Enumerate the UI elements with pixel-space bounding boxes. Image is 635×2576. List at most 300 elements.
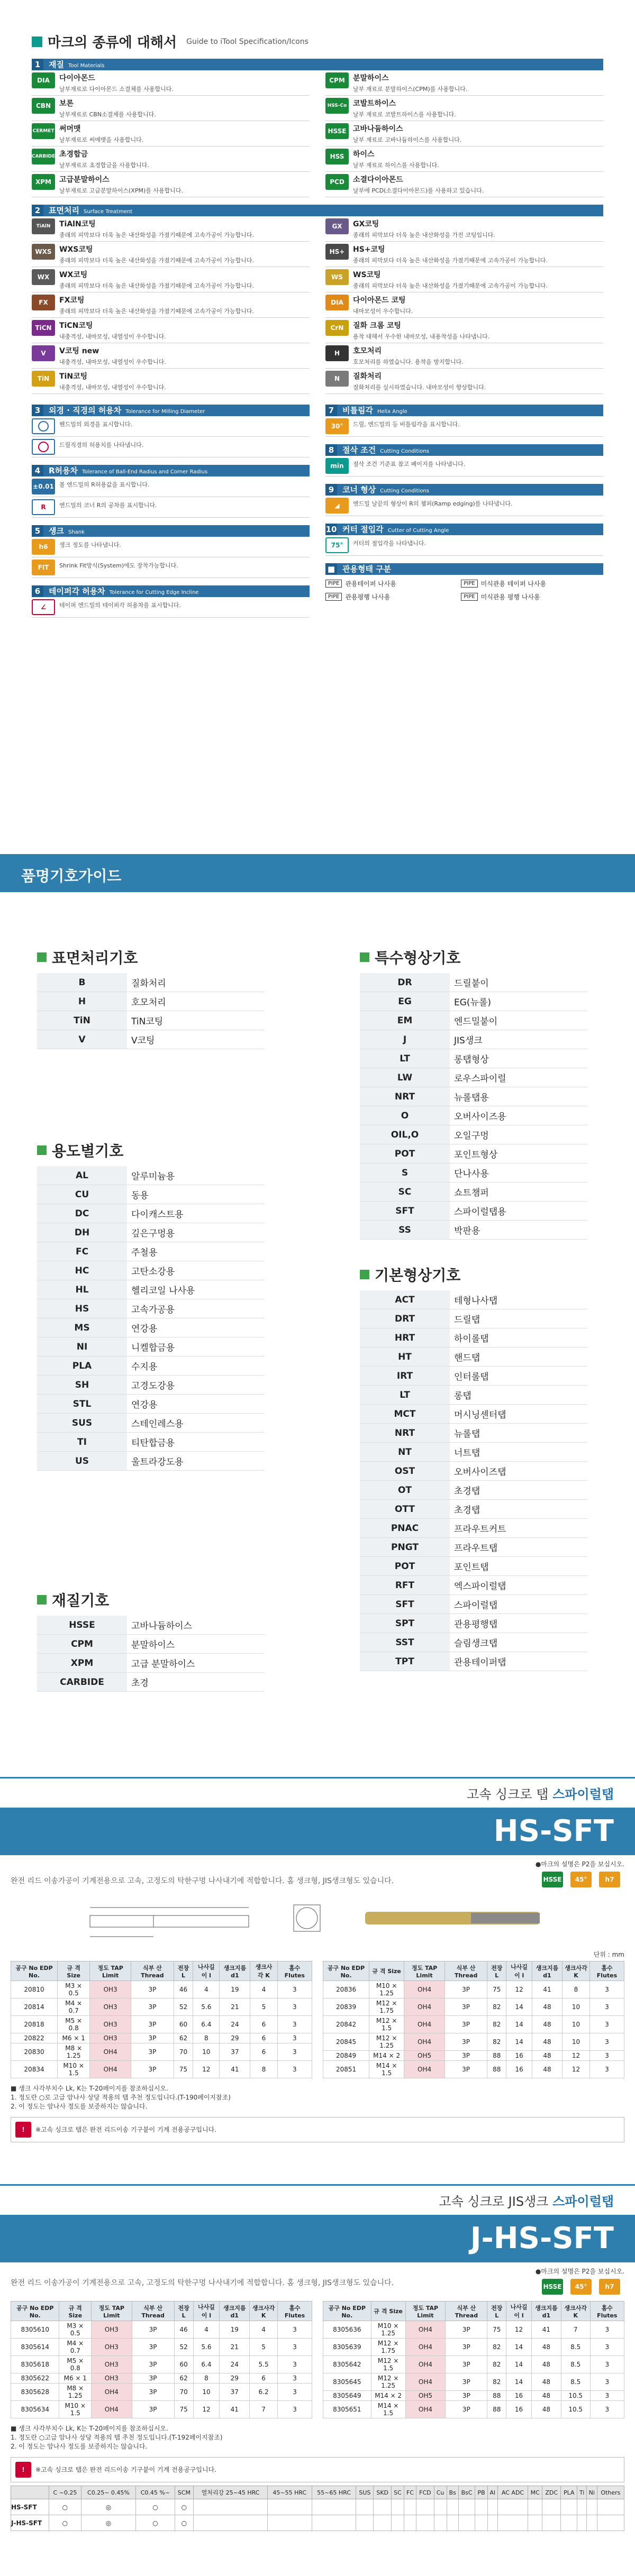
table-cell: 82 [487,2033,506,2051]
matrix-row-name: HS-SFT [11,2499,49,2515]
mark-desc: 날부재료로 다이아몬드 소결체를 사용합니다. [59,86,174,93]
matrix-cell [434,2515,447,2531]
matrix-cell [374,2499,392,2515]
footnote: 1. 정도란 ○로 고급 암나사 상당 적용의 탭 추천 정도입니다.(T-190페이지참조) [11,2094,231,2101]
column-header: 홈수 Flutes [278,2302,312,2321]
code-row [360,1030,587,1049]
matrix-column-header: Al [487,2486,497,2499]
table-cell: M12 × 1.5 [371,2356,405,2373]
matrix-cell [447,2499,458,2515]
table-cell: 6.4 [193,2016,220,2033]
table-cell: 20822 [11,2033,58,2043]
matrix-cell [487,2515,497,2531]
table-cell: 3 [277,1981,312,1999]
shrink-fit-icon: FIT [32,560,55,575]
table-cell: 3P [444,2033,487,2051]
code-desc: 고급 분말하이스 [127,1654,265,1673]
table-cell: 3 [277,2033,312,2043]
code-desc: 수지용 [127,1356,265,1376]
matrix-column-header: C0.45 %~ [136,2486,175,2499]
mark-desc: 날부재료로 써메맷을 사용합니다. [59,136,144,143]
fx-badge-icon: FX [32,295,55,310]
column-header: 섕크지름 d1 [532,1961,562,1981]
table-cell: 6.4 [193,2356,220,2373]
table-cell: M14 × 2 [369,2051,404,2061]
table-cell: 3 [590,2401,624,2418]
hss-co-badge-icon: HSS-Co [325,98,349,114]
mark-desc: 날부 재료로 고바나듐하이스를 사용합니다. [353,136,462,143]
footnote: 1. 정도란 ○고급 암나사 상당 적용의 탭 추천 정도입니다.(T-192페이지참조) [11,2434,223,2441]
table-cell: 48 [532,2061,562,2078]
mark-row [325,318,603,343]
matrix-cell [528,2515,542,2531]
code: SC [360,1182,450,1202]
matrix-cell [561,2499,577,2515]
mark-row [32,292,310,318]
matrix-cell [194,2499,268,2515]
table-cell: 48 [531,2391,561,2401]
taper-icon: ∠ [32,599,55,615]
tap-end-view-drawing [286,1897,328,1939]
column-header: 규 격 Size [371,2302,405,2321]
usage-codes: 용도별기호 AL 알루미늄용 CU 동용 DC 다이캐스트용 DH 깊은구멍용 FC 주철용 HC 고탄소강용 HL 헬리코일 나사용 HS 고속가공용 MS 연강용 NI 니켈합금용 PLA 수지용 SH 고경도강용 STL 연강용 SUS 스테인레스용 TI 티탄합금용 US 울트라강도용 [37,1140,291,1471]
mark-row [325,343,603,369]
matrix-cell [267,2499,312,2515]
code: HL [37,1280,127,1299]
table-cell: 7 [250,2401,278,2418]
code-row [37,1299,265,1318]
ticn-badge-icon: TiCN [32,320,55,336]
table-cell: OH4 [405,2373,446,2391]
matrix-cell: ○ [175,2515,194,2531]
code-row [360,1519,587,1538]
table-row [323,2051,624,2061]
code-desc: 깊은구멍용 [127,1223,265,1242]
matrix-cell [475,2515,487,2531]
matrix-cell [194,2515,268,2531]
mark-row: 드릴직경의 허용치를 나타냅니다. [32,437,310,457]
mark-row [32,343,310,369]
mark-desc: 종래의 피막보다 더욱 높은 내산화성을 가진 코팅입니다. [353,232,495,239]
code-desc: 연강용 [127,1318,265,1337]
table-cell: 19 [220,1981,250,1999]
code-row [360,1011,587,1030]
surface-treatment-codes: 표면처리기호 B 질화처리 H 호모처리 TiN TiN코팅 V V코팅 [37,947,291,1049]
code: US [37,1452,127,1471]
tap-dimension-drawing [85,1897,254,1945]
code-desc: 고탄소강용 [127,1261,265,1280]
table-cell: 46 [174,1981,193,1999]
category-header: 7 비틀림각 Helix Angle [325,405,603,416]
mark-name: TiAlN코팅 [59,220,96,228]
matrix-cell [597,2515,624,2531]
table-cell: 3P [131,2061,174,2078]
table-cell: 12 [193,2401,220,2418]
code-row [37,1318,265,1337]
code: O [360,1106,450,1125]
table-cell: M12 × 1.75 [369,1999,404,2016]
table-cell: 3P [132,2384,174,2401]
code-desc: 알루미늄용 [127,1166,265,1185]
table-cell: OH3 [92,2373,132,2384]
mark-row [32,216,310,242]
footnote: 2. 이 정도는 암나사 정도를 보증하지는 않습니다. [11,2443,148,2450]
matrix-cell [597,2499,624,2515]
mark-name: 써머맷 [59,125,81,133]
mark-desc: 내충격성, 내마모성, 내열성이 우수합니다. [59,359,166,365]
mark-name: 다이아몬드 코팅 [353,296,406,305]
column-header: 나사길이 l [193,1961,220,1981]
matrix-cell [434,2499,447,2515]
column-header: 나사길이 l [506,1961,532,1981]
code-row [37,1673,265,1692]
pipe-type-row: PIPE 관용테이퍼 나사용 [325,579,450,588]
table-cell: 82 [487,2356,506,2373]
mark-desc: 질화처리를 실시하였습니다. 내마모성이 향상합니다. [353,384,486,391]
matrix-column-header: Bs [447,2486,458,2499]
code-desc: 롱탭형상 [450,1049,587,1068]
matrix-cell [267,2515,312,2531]
table-cell: 48 [532,1999,562,2016]
matrix-column-header: ZDC [542,2486,561,2499]
code-row [360,992,587,1011]
table-row [11,2033,312,2043]
mark-row [32,242,310,267]
code-row [360,1144,587,1163]
code-row [360,1652,587,1671]
matrix-cell: ○ [136,2515,175,2531]
table-cell: 20830 [11,2043,58,2061]
matrix-cell [475,2499,487,2515]
category-header: 3 외경 · 직경의 허용차 Tolerance for Milling Diameter [32,405,310,416]
table-cell: 3P [446,2391,487,2401]
table-cell: 3 [277,2043,312,2061]
table-cell: 8305649 [323,2391,371,2401]
table-cell: 10 [562,1999,589,2016]
code-desc: 고속가공용 [127,1299,265,1318]
table-cell: OH5 [405,2391,446,2401]
code-desc: 슬림생크탭 [450,1633,587,1652]
table-cell: 3 [277,2061,312,2078]
mark-name: 고급분말하이스 [59,176,110,184]
table-cell: OH4 [90,2061,131,2078]
code-row [360,1538,587,1557]
table-cell: 14 [506,2033,532,2051]
mark-row: ±0.01 볼 엔드밀의 R허용값을 표시합니다. [32,476,310,497]
code-desc: 드릴탭 [450,1309,587,1328]
helix-45-icon: 45° [570,1872,592,1887]
code-desc: 고바나듐하이스 [127,1616,265,1635]
code-desc: TiN코팅 [127,1011,265,1030]
table-cell: OH4 [404,1981,445,1999]
code-desc: 포인트탭 [450,1557,587,1576]
matrix-column-header: C0.25~ 0.45% [81,2486,135,2499]
table-cell: OH4 [404,2033,445,2051]
table-cell: M8 × 1.25 [58,2043,90,2061]
code-desc: 연강용 [127,1395,265,1414]
table-cell: OH4 [92,2384,132,2401]
table-cell: 6 [250,2033,277,2043]
code-desc: 단나사용 [450,1163,587,1182]
code-desc: 고경도강용 [127,1376,265,1395]
table-cell: OH4 [405,2401,446,2418]
mark-desc: 날부 재료로 코발트하이스를 사용합니다. [353,111,456,118]
helix-angle-icon: 30° [325,418,349,434]
code-row [37,1337,265,1356]
table-cell: 3 [278,2373,312,2384]
table-row [323,2033,624,2051]
matrix-cell [497,2515,528,2531]
code-row [37,1414,265,1433]
table-row [323,2016,624,2033]
code-row [360,1106,587,1125]
code-row [37,1185,265,1204]
table-cell: 3P [446,2339,487,2356]
table-cell: M10 × 1.25 [371,2321,405,2339]
mark-name: 다이아몬드 [59,74,95,82]
table-cell: 12 [506,2321,532,2339]
hsse-badge-icon: HSSE [325,123,349,139]
code: DC [37,1204,127,1223]
table-cell: OH3 [90,2033,131,2043]
special-shape-codes: 특수형상기호 DR 드릴붙이 EG EG(뉴롤) EM 엔드밀붙이 J JIS생크 LT 롱탭형상 LW 로우스파이럴 NRT 뉴롤탭용 O 오버사이즈용 OIL,O 오일구멍 POT 포인트형상 S 단나사용 SC 쇼트챔퍼 SFT 스파이럴탭용 SS 박판용 [360,947,614,1240]
table-row [11,2339,312,2356]
code-desc: 초경탭 [450,1481,587,1500]
code-row [360,1481,587,1500]
code: V [37,1030,127,1049]
category-header: 9 코너 형상 Cutting Conditions [325,484,603,496]
table-cell: 10.5 [561,2391,590,2401]
table-cell: M14 × 1.5 [369,2061,404,2078]
matrix-column-header: Cu [434,2486,447,2499]
product-hs-sft: 고속 싱크로 탭 스파이럴탭 HS-SFT 완전 리드 이송가공이 기계전용으로 고속, 고정도의 탁한구멍 나사내기에 적합합니다. 홈 생크형, JIS생크형도 있습니다. ●마크의 설명은 P2을 보십시오. HSSE 45° h7 단위 : mm 공구 No EDP No. 규 격 Size 정도 TAP Limit 식부 산 Thread 전장 L 나사길이 l 섕크지름 d1 섕크사각 K 홈수 Flutes 20810 M3 × 0.5 OH3 3P 46 4 19 4 3 20814 M4 × 0.7 OH3 3P 52 5.6 21 5 3 20818 M5 × 0.8 OH3 3P 60 6.4 24 6 3 20822 M6 × 1 OH3 3P 62 8 29 6 3 20830 M8 × 1.25 OH4 3P 70 10 37 6 3 20834 M10 × 1.5 OH4 3P 75 12 41 8 3 공구 No EDP No. 규 격 Size 정도 TAP Limit 식부 산 Thread 전장 L 나사길이 l 섕크지름 d1 섕크사각 K 홈수 Flutes 20836 M10 × 1.25 OH4 3P 75 12 41 8 3 20839 M12 × 1.75 OH4 3P 82 14 48 10 3 20842 M12 × 1.5 OH4 3P 82 14 48 10 3 20845 M12 × 1.25 OH4 3P 82 14 48 10 3 20849 M14 × 2 OH5 3P 88 16 48 12 3 20851 M14 × 1.5 OH4 3P 88 16 48 12 3 ■ 생크 사각부치수 Lk, K는 T-20페이지를 참조하십시오. 1. 정도란 ○로 고급 암나사 상당 적용의 탭 추천 정도입니다.(T-190페이지참조) 2. 이 정도는 암나사 정도를 보증하지는 않습니다. ! ※고속 싱크로 탭은 완전 리드이송 기구붙이 기계 전용공구입니다. [0,1777,635,2146]
code-row [360,1309,587,1328]
code: EM [360,1011,450,1030]
table-cell: 10 [562,2016,589,2033]
code-desc: 로우스파이럴 [450,1068,587,1087]
code-row [37,1452,265,1471]
table-cell: M14 × 2 [371,2391,405,2401]
matrix-column-header: 열처리강 25~45 HRC [194,2486,268,2499]
matrix-column-header: SCM [175,2486,194,2499]
code: OT [360,1481,450,1500]
table-cell: 3 [590,2339,624,2356]
code-desc: 동용 [127,1185,265,1204]
table-cell: 37 [220,2384,250,2401]
mark-desc: 종래의 피막보다 더욱 높은 내산화성을 가졌기때문에 고속가공이 가능합니다. [59,308,255,315]
matrix-cell [586,2499,597,2515]
code-desc: 관용테이퍼탭 [450,1652,587,1671]
mark-name: 보론 [59,99,74,108]
column-header: 홈수 Flutes [590,2302,624,2321]
table-cell: M10 × 1.5 [58,2061,90,2078]
table-cell: 8.5 [561,2356,590,2373]
code-row [360,1595,587,1614]
mark-desc: 종래의 피막보다 더욱 높은 내산화성을 가졌기때문에 고속가공이 가능합니다. [59,282,255,289]
code: CARBIDE [37,1673,127,1692]
mark-desc: 종래의 피막보다 더욱 높은 내산화성을 가졌기때문에 고속가공이 가능합니다. [59,257,255,264]
table-cell: OH4 [404,2016,445,2033]
table-cell: 8305642 [323,2356,371,2373]
dia-badge-icon: DIA [32,72,55,88]
table-cell: 3P [446,2373,487,2391]
cpm-badge-icon: CPM [325,72,349,88]
table-cell: OH3 [92,2321,132,2339]
code-row [37,1280,265,1299]
mark-desc: 종래의 피막보다 더욱 높은 내산화성을 가졌기때문에 고속가공이 가능합니다. [353,282,548,289]
code-row [360,1443,587,1462]
mark-row [325,216,603,242]
table-cell: 52 [174,2339,193,2356]
code: IRT [360,1367,450,1386]
table-cell: 5.6 [193,2339,220,2356]
code-desc: 롱탭 [450,1386,587,1405]
carbide-badge-icon: CARBIDE [32,149,55,164]
code-desc: 다이캐스트용 [127,1204,265,1223]
matrix-column-header: PB [475,2486,487,2499]
mark-row [325,292,603,318]
materials-left [32,70,310,197]
table-cell: 20836 [323,1981,369,1999]
column-header: 정도 TAP Limit [404,1961,445,1981]
table-cell: 70 [174,2043,193,2061]
code-row [37,1242,265,1261]
code: SS [360,1221,450,1240]
code-row [360,1049,587,1068]
code: OST [360,1462,450,1481]
column-header: 식부 산 Thread [132,2302,174,2321]
matrix-cell [586,2515,597,2531]
table-cell: 3 [278,2401,312,2418]
mark-name: FX코팅 [59,296,85,305]
table-cell: 16 [506,2061,532,2078]
table-row [11,2384,312,2401]
mark-row: ◢ 엔드밀 날끝의 형상이 R의 챔퍼(Ramp edging)를 나타냅니다. [325,496,603,516]
table-cell: 8305645 [323,2373,371,2391]
table-cell: 75 [174,2401,193,2418]
matrix-cell [416,2499,434,2515]
hss-badge-icon: HSS [325,149,349,164]
code: HS [37,1299,127,1318]
table-cell: 3P [444,1999,487,2016]
code: CPM [37,1635,127,1654]
cutting-condition-icon: min [325,458,349,474]
code: LT [360,1049,450,1068]
matrix-cell [561,2515,577,2531]
code-row [360,1221,587,1240]
code: TiN [37,1011,127,1030]
mark-desc: 날부재료로 초경합금을 사용합니다. [59,162,149,169]
table-cell: 75 [174,2061,193,2078]
code: LW [360,1068,450,1087]
table-row [11,2043,312,2061]
matrix-cell: ○ [136,2499,175,2515]
table-cell: 3 [589,1999,624,2016]
code: S [360,1163,450,1182]
wxs-badge-icon: WXS [32,244,55,260]
matrix-cell [447,2515,458,2531]
matrix-cell [392,2515,404,2531]
table-cell: 3P [132,2321,174,2339]
table-cell: 20851 [323,2061,369,2078]
category-header: 5 섕크 Shank [32,525,310,537]
code-desc: 머시닝센터탭 [450,1405,587,1424]
matrix-cell [404,2499,416,2515]
code-row [37,1030,265,1049]
table-cell: 3P [446,2321,487,2339]
table-cell: 29 [220,2033,250,2043]
table-cell: 75 [487,2321,506,2339]
column-header: 규 격 Size [59,2302,92,2321]
ws-badge-icon: WS [325,269,349,285]
table-cell: 3P [446,2356,487,2373]
material-matrix [11,2486,624,2531]
table-cell: 24 [220,2016,250,2033]
table-cell: 48 [532,2033,562,2051]
code: XPM [37,1654,127,1673]
table-cell: 3P [444,1981,487,1999]
table-cell: M5 × 0.8 [59,2356,92,2373]
h7-icon: h7 [599,2279,620,2295]
mark-guide-section [32,32,603,618]
code: SH [37,1376,127,1395]
mark-row [325,267,603,292]
category-header: 8 절삭 조건 Cutting Conditions [325,444,603,456]
code-desc: 스파이럴탭용 [450,1202,587,1221]
mark-name: WS코팅 [353,271,381,279]
table-cell: 8.5 [561,2339,590,2356]
code: STL [37,1395,127,1414]
mark-name: TiCN코팅 [59,322,93,330]
ball-radius-icon: ±0.01 [32,479,55,494]
matrix-cell [356,2499,374,2515]
table-cell: 48 [531,2339,561,2356]
column-header: 전장 L [174,1961,193,1981]
mark-desc: 용착 대해서 우수한 내마모성, 내용착성을 나타냅니다. [353,333,490,340]
mark-name: 소결다이아몬드 [353,176,403,184]
table-cell: OH3 [92,2356,132,2373]
code: HSSE [37,1616,127,1635]
table-cell: 3 [277,2016,312,2033]
code-desc: 핸드탭 [450,1347,587,1367]
mark-name: 분말하이스 [353,74,389,82]
matrix-column-header: PLA [561,2486,577,2499]
table-cell: 12 [193,2061,220,2078]
pipe-type-row: PIPE 미식관용 테이퍼 나사용 [461,579,586,588]
table-cell: 10 [193,2384,220,2401]
code-desc: 질화처리 [127,973,265,992]
table-cell: 8305614 [11,2339,59,2356]
mark-desc: 날부에 PCD(소결다이아몬드)를 사용하고 있습니다. [353,187,484,194]
table-row [323,2373,624,2391]
code-desc: 스테인레스용 [127,1414,265,1433]
table-cell: 20849 [323,2051,369,2061]
code: OIL,O [360,1125,450,1144]
table-cell: 14 [506,2339,532,2356]
table-cell: 82 [487,1999,506,2016]
mark-row: min 절삭 조건 기준표 참고 페이지를 나타냅니다. [325,456,603,476]
table-cell: OH3 [92,2339,132,2356]
mark-name: 질화 크롬 코팅 [353,322,401,330]
table-cell: OH4 [404,2061,445,2078]
mark-row [325,146,603,172]
table-cell: M3 × 0.5 [59,2321,92,2339]
code: OTT [360,1500,450,1519]
table-cell: M6 × 1 [59,2373,92,2384]
matrix-cell: ○ [49,2499,81,2515]
column-header: 섕크지름 d1 [531,2302,561,2321]
code: CU [37,1185,127,1204]
